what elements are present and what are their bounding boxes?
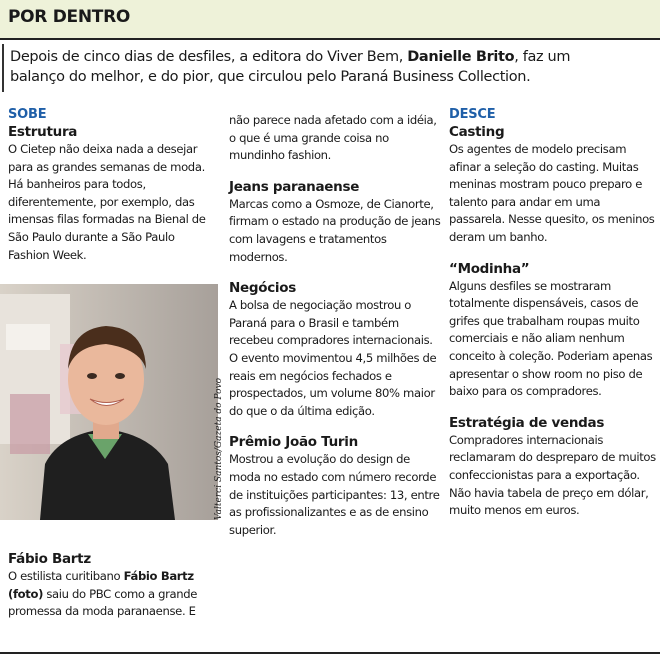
bottom-rule (0, 652, 660, 654)
sobe-tag: SOBE (8, 107, 47, 122)
modinha-heading: “Modinha” (449, 260, 530, 277)
estrategia-heading: Estratégia de vendas (449, 414, 605, 431)
estrutura-text: O Cietep não deixa nada a desejar para as grandes semanas de moda. Há banheiros para todos, diferentemente, por exemplo, das imensas filas formadas na Bienal de São Paulo durante a São Paulo Fashion Week. (8, 142, 206, 262)
column-middle (229, 112, 443, 539)
fabio-bartz-photo (0, 284, 218, 520)
fabio-bartz-block (8, 550, 218, 621)
column-desce (449, 107, 657, 520)
continuation-text: não parece nada afetado com a idéia, o que é uma grande coisa no mundinho fashion. (229, 113, 437, 163)
desce-tag: DESCE (449, 107, 496, 122)
modinha-text: Alguns desfiles se mostraram totalmente dispensáveis, casos de grifes que trabalham roupas muito comerciais e não aliam nenhum conceito à coleção. Poderiam apenas apresentar o show room no piso de baixo para os compradores. (449, 278, 653, 399)
portrait-illustration (0, 284, 218, 520)
fabio-text (8, 568, 218, 621)
column-sobe (8, 107, 218, 264)
intro-bar (2, 44, 4, 92)
editor-name: Danielle Brito (407, 49, 515, 65)
fabio-heading: Fábio Bartz (8, 551, 91, 567)
intro-text-end: , faz um balanço do melhor, e do pior, que circulou pelo Paraná Business Collection. (10, 49, 571, 85)
fabio-text-end: saiu do PBC como a grande promessa da moda paranaense. E (8, 586, 198, 619)
fabio-text-start: O estilista curitibano (8, 569, 124, 583)
section-header (0, 0, 660, 38)
negocios-heading: Negócios (229, 280, 296, 297)
fabio-name-bold: Fábio Bartz (foto) (8, 569, 194, 601)
jeans-text: Marcas como a Osmoze, de Cianorte, firmam o estado na produção de jeans com lavagens e tratamentos modernos. (229, 196, 441, 264)
intro-paragraph (10, 47, 610, 87)
negocios-text: A bolsa de negociação mostrou o Paraná para o Brasil e também recebeu compradores internacionais. O evento movimentou 4,5 milhões de reais em negócios fechados e prospectados, um volume 80% maior do que o da última edição. (229, 298, 437, 418)
estrategia-text: Compradores internacionais reclamaram do despreparo de muitos confeccionistas para a exportação. Não havia tabela de preço em dólar, muito menos em euros. (449, 432, 656, 518)
photo-credit (200, 300, 224, 520)
intro-text-start: Depois de cinco dias de desfiles, a editora do Viver Bem, (10, 49, 408, 65)
jeans-heading: Jeans paranaense (229, 178, 360, 195)
premio-heading: Prêmio João Turin (229, 434, 358, 451)
photo-credit-text: Valterci Santos/Gazeta do Povo (214, 377, 224, 520)
premio-text: Mostrou a evolução do design de moda no estado com número recorde de instituições participantes: 13, entre as profissionalizantes e as de ensino superior. (229, 452, 440, 537)
section-title: POR DENTRO (8, 7, 131, 27)
casting-text: Os agentes de modelo precisam afinar a seleção do casting. Muitas meninas mostram pouco preparo e talento para andar em uma passarela. Nesse quesito, os meninos deram um banho. (449, 142, 655, 244)
estrutura-heading: Estrutura (8, 124, 78, 140)
top-rule (0, 38, 660, 40)
casting-heading: Casting (449, 124, 505, 140)
